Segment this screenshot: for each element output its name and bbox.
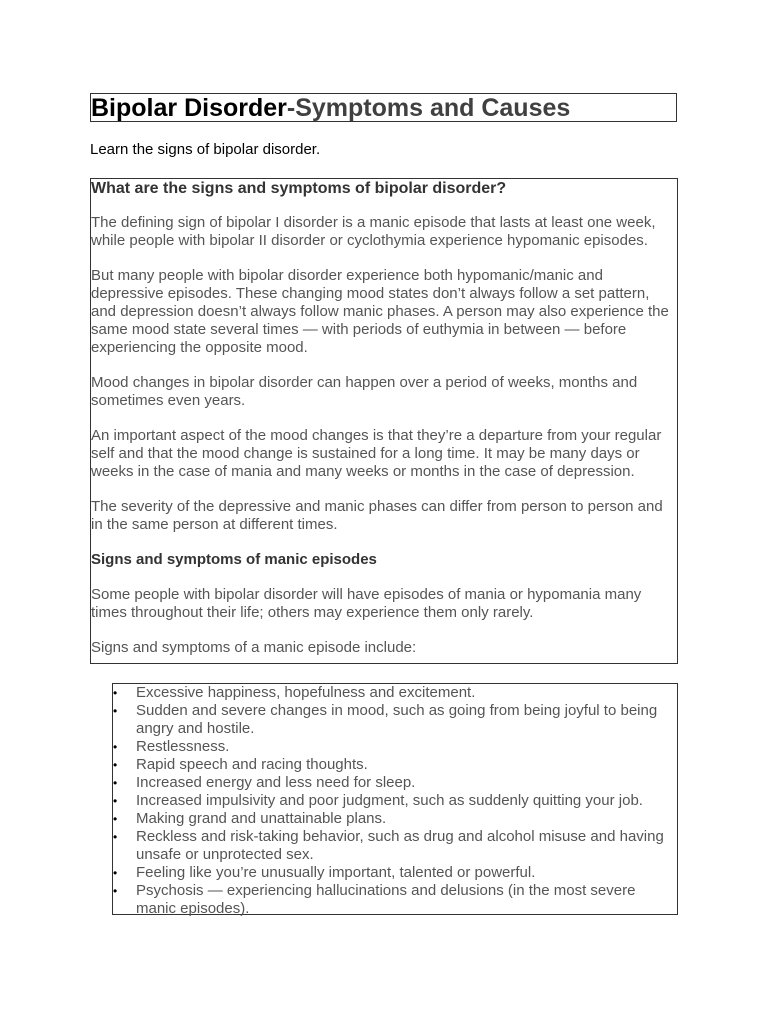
- list-item: [113, 810, 677, 828]
- bullet-icon: •: [113, 776, 118, 790]
- list-item-text: Excessive happiness, hopefulness and excitement.: [136, 684, 476, 701]
- list-item-text: Sudden and severe changes in mood, such as going from being joyful to being angry and hostile.: [136, 702, 658, 737]
- bullet-icon: •: [113, 794, 118, 808]
- paragraph: Mood changes in bipolar disorder can happen over a period of weeks, months and sometimes even years.: [91, 374, 638, 409]
- list-item-text: Restlessness.: [136, 738, 230, 755]
- list-item-text: Rapid speech and racing thoughts.: [136, 756, 368, 773]
- paragraph: Signs and symptoms of a manic episode include:: [91, 639, 417, 656]
- list-item: [113, 702, 677, 738]
- list-item-text: Increased energy and less need for sleep.: [136, 774, 416, 791]
- page-title: [91, 94, 676, 122]
- list-item: [113, 882, 677, 918]
- list-item-text: Increased impulsivity and poor judgment, such as suddenly quitting your job.: [136, 792, 643, 809]
- symptoms-list-box: [112, 683, 678, 915]
- section-heading: What are the signs and symptoms of bipolar disorder?: [91, 180, 507, 197]
- bullet-icon: •: [113, 686, 118, 700]
- bullet-icon: •: [113, 866, 118, 880]
- list-item: [113, 828, 677, 864]
- bullet-icon: •: [113, 740, 118, 754]
- paragraph: The defining sign of bipolar I disorder is a manic episode that lasts at least one week, while people with bipolar II disorder or cyclothymia experience hypomanic episodes.: [91, 214, 656, 249]
- paragraph: The severity of the depressive and manic phases can differ from person to person and in the same person at different times.: [91, 498, 663, 533]
- paragraph: But many people with bipolar disorder experience both hypomanic/manic and depressive episodes. These changing mood states don’t always follow a set pattern, and depression doesn’t always follow manic phases. A person may also experience the same mood state several times — with periods of euthymia in between — before experiencing the opposite mood.: [91, 267, 669, 356]
- bullet-icon: •: [113, 704, 118, 718]
- bullet-icon: •: [113, 884, 118, 898]
- list-item: [113, 684, 677, 702]
- paragraph: An important aspect of the mood changes is that they’re a departure from your regular self and that the mood change is sustained for a long time. It may be many days or weeks in the case of mania and many weeks or months in the case of depression.: [91, 427, 662, 480]
- paragraph: Some people with bipolar disorder will have episodes of mania or hypomania many times throughout their life; others may experience them only rarely.: [91, 586, 642, 621]
- bullet-icon: •: [113, 830, 118, 844]
- symptoms-section: [90, 178, 678, 664]
- list-item-text: Reckless and risk-taking behavior, such as drug and alcohol misuse and having unsafe or unprotected sex.: [136, 828, 664, 863]
- list-item: [113, 756, 677, 774]
- list-item: [113, 792, 677, 810]
- title-sub: -Symptoms and Causes: [286, 94, 571, 122]
- list-item: [113, 738, 677, 756]
- title-main: Bipolar Disorder: [91, 94, 287, 122]
- list-item: [113, 774, 677, 792]
- intro-text: Learn the signs of bipolar disorder.: [90, 141, 321, 158]
- section-subheading: Signs and symptoms of manic episodes: [91, 551, 377, 568]
- title-box: [90, 93, 677, 122]
- list-item-text: Making grand and unattainable plans.: [136, 810, 387, 827]
- symptoms-list: [113, 684, 677, 918]
- bullet-icon: •: [113, 758, 118, 772]
- list-item-text: Psychosis — experiencing hallucinations and delusions (in the most severe manic episodes).: [136, 882, 636, 917]
- list-item: [113, 864, 677, 882]
- list-item-text: Feeling like you’re unusually important, talented or powerful.: [136, 864, 536, 881]
- bullet-icon: •: [113, 812, 118, 826]
